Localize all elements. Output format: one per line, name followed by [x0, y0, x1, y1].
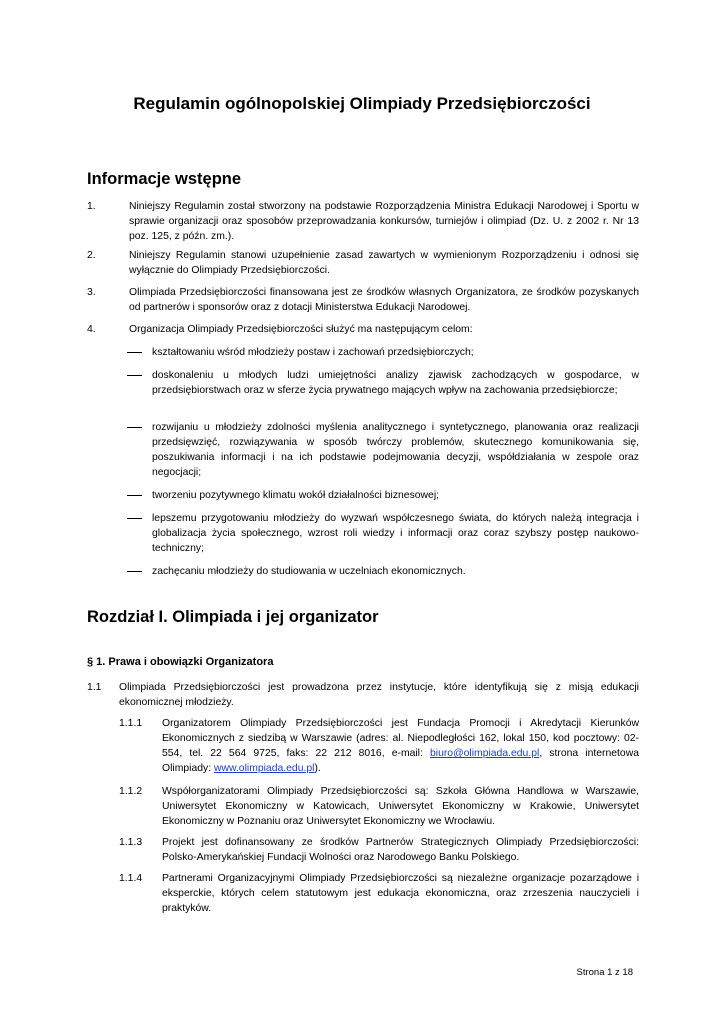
dash-bullet	[127, 518, 142, 519]
clause-number: 1.1.1	[119, 718, 143, 729]
goal-item: doskonaleniu u młodych ludzi umiejętności analizy zjawisk zachodzących w gospodarce, w przedsiębiorstwach oraz w sferze życia prywatnego mających wpływ na zachowania przedsiębiorcze;	[152, 370, 639, 396]
item-number: 3.	[87, 287, 96, 298]
goal-item: zachęcaniu młodzieży do studiowania w uczelniach ekonomicznych.	[152, 566, 466, 577]
goal-item: tworzeniu pozytywnego klimatu wokół działalności biznesowej;	[152, 490, 440, 501]
heading-chapter-1: Rozdział I. Olimpiada i jej organizator	[87, 608, 379, 626]
dash-bullet	[127, 571, 142, 572]
clause-number: 1.1.3	[119, 837, 143, 848]
email-link[interactable]: biuro@olimpiada.edu.pl	[429, 748, 540, 759]
item-number: 1.	[87, 201, 96, 212]
clause-text-segment: , strona internetowa Olimpiady:	[162, 748, 639, 774]
intro-item-text: Organizacja Olimpiady Przedsiębiorczości służyć ma następującym celom:	[129, 324, 473, 335]
intro-item-text: Niniejszy Regulamin stanowi uzupełnienie zasad zawartych w wymienionym Rozporządzeniu i odnosi się wyłącznie do Olimpiady Przedsiębiorczości.	[129, 250, 639, 276]
intro-item-text: Niniejszy Regulamin został stworzony na podstawie Rozporządzenia Ministra Edukacji Narodowej i Sportu w sprawie organizacji oraz sposobów przeprowadzania konkursów, turniejów i olimpiad (Dz. U. z 2002 r. Nr 13 poz. 125, z późn. zm.).	[129, 201, 639, 242]
intro-item-text: Olimpiada Przedsiębiorczości finansowana jest ze środków własnych Organizatora, ze środków pozyskanych od partnerów i sponsorów oraz z dotacji Ministerstwa Edukacji Narodowej.	[129, 287, 639, 313]
heading-intro: Informacje wstępne	[87, 170, 242, 188]
dash-bullet	[127, 352, 142, 353]
clause-text: Projekt jest dofinansowany ze środków Partnerów Strategicznych Olimpiady Przedsiębiorczości: Polsko-Amerykańskiej Fundacji Wolności oraz Narodowego Banku Polskiego.	[162, 837, 639, 863]
clause-number: 1.1.4	[119, 873, 143, 884]
clause-number: 1.1	[87, 682, 102, 693]
page-number-footer: Strona 1 z 18	[576, 967, 633, 978]
clause-text: Współorganizatorami Olimpiady Przedsiębiorczości są: Szkoła Główna Handlowa w Warszawie, Uniwersytet Ekonomiczny w Katowicach, Uniwersytet Ekonomiczny w Krakowie, Uniwersytet Ekonomiczny w Poznaniu oraz Uniwersytet Ekonomiczny we Wrocławiu.	[162, 786, 639, 827]
goal-item: kształtowaniu wśród młodzieży postaw i zachowań przedsiębiorczych;	[152, 347, 474, 358]
website-link[interactable]: www.olimpiada.edu.pl	[213, 763, 315, 774]
goal-item: rozwijaniu u młodzieży zdolności myślenia analitycznego i syntetycznego, planowania oraz realizacji przedsięwzięć, rozwiązywania w sposób twórczy problemów, skutecznego komunikowania się, poszukiwania informacji i na ich podstawie podejmowania decyzji, współdziałania w zespole oraz negocjacji;	[152, 422, 639, 478]
item-number: 2.	[87, 250, 96, 261]
dash-bullet	[127, 495, 142, 496]
clause-text	[162, 716, 639, 776]
goal-item: lepszemu przygotowaniu młodzieży do wyzwań współczesnego świata, do których należą integracja i globalizacja życia społecznego, wzrost roli wiedzy i informacji oraz coraz szybszy postęp naukowo-techniczny;	[152, 513, 639, 554]
dash-bullet	[127, 375, 142, 376]
document-title: Regulamin ogólnopolskiej Olimpiady Przedsiębiorczości	[133, 94, 591, 113]
subheading-paragraph-1: § 1. Prawa i obowiązki Organizatora	[87, 656, 274, 668]
clause-text: Partnerami Organizacyjnymi Olimpiady Przedsiębiorczości są niezależne organizacje pozarządowe i eksperckie, których celem statutowym jest edukacja ekonomiczna, oraz zrzeszenia nauczycieli i praktyków.	[162, 873, 639, 914]
clause-text: Olimpiada Przedsiębiorczości jest prowadzona przez instytucje, które identyfikują się z misją edukacji ekonomicznej młodzieży.	[119, 682, 639, 708]
clause-number: 1.1.2	[119, 786, 143, 797]
item-number: 4.	[87, 324, 96, 335]
dash-bullet	[127, 427, 142, 428]
clause-text-segment: ).	[314, 763, 321, 774]
clause-text-segment: Organizatorem Olimpiady Przedsiębiorczości jest Fundacja Promocji i Akredytacji Kierunków Ekonomicznych z siedzibą w Warszawie (adres: al. Niepodległości 162, lokal 150, kod pocztowy: 02-554, tel. 22 564 9725, faks: 22 212 8016, e-mail:	[162, 718, 639, 759]
